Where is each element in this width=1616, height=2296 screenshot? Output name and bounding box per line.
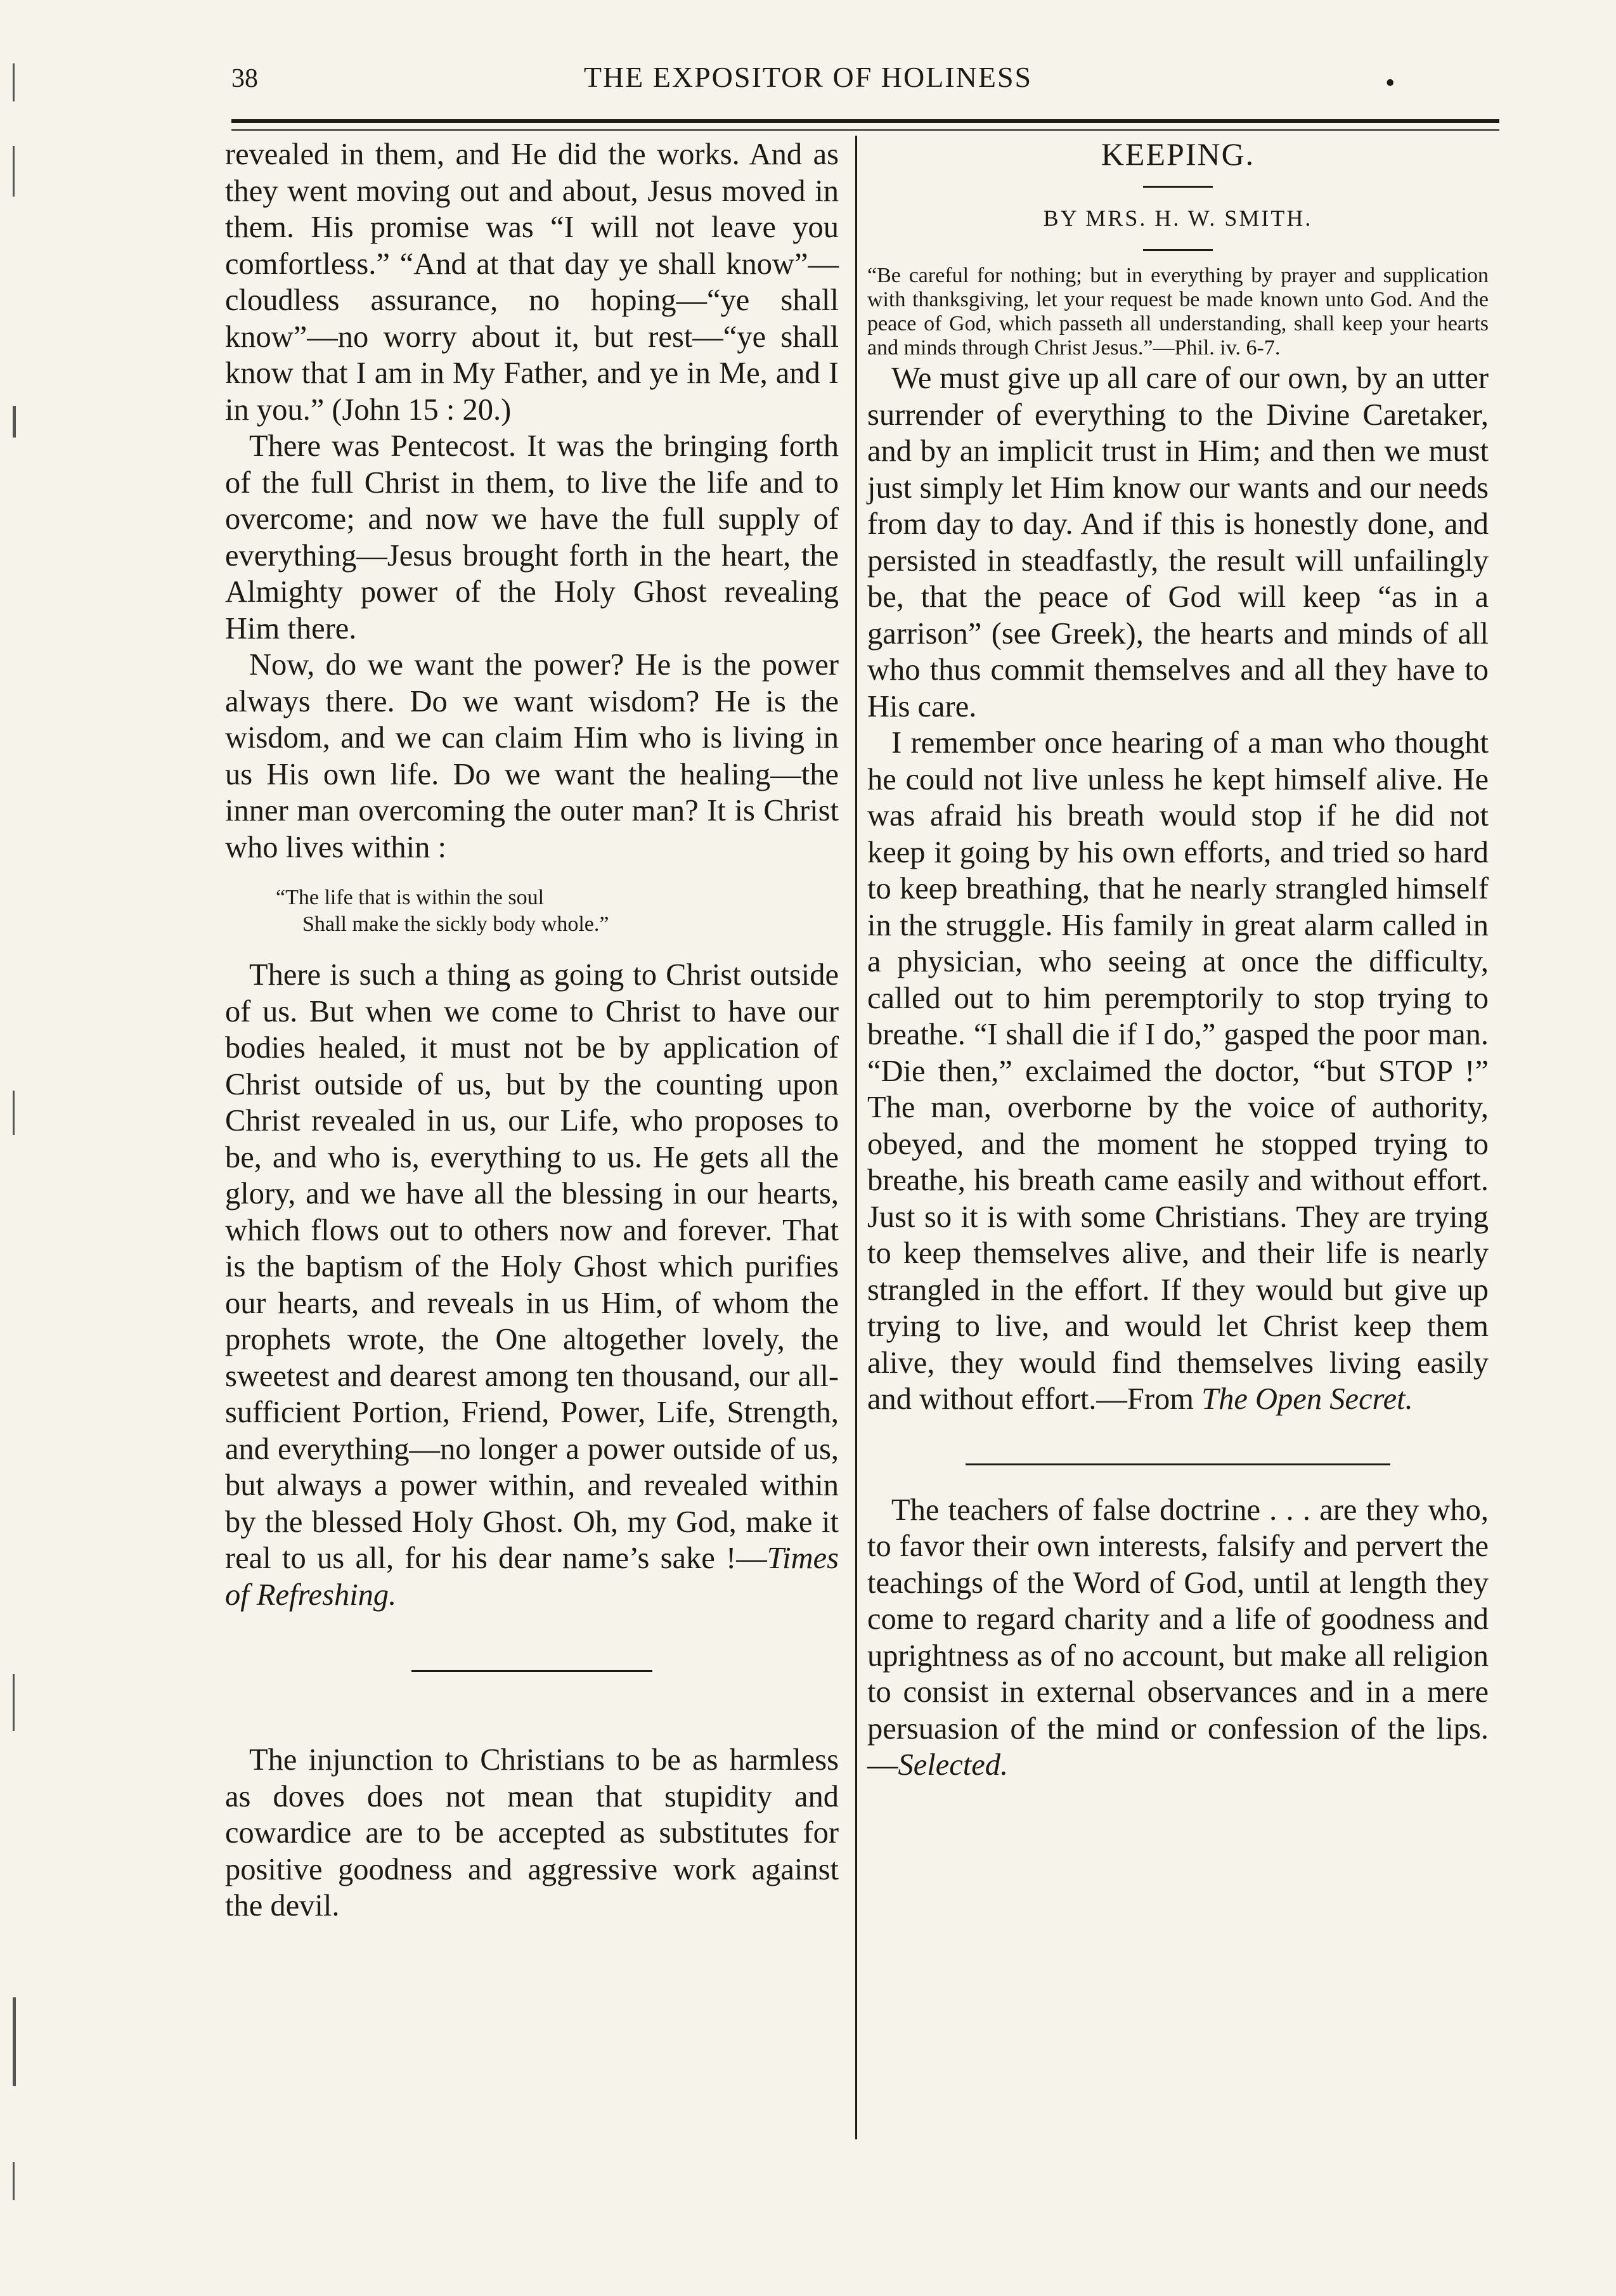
page-number: 38	[231, 64, 258, 93]
left-paragraph-4-source: Times of Refreshing.	[225, 1541, 839, 1612]
right-paragraph-3-source: Selected.	[898, 1748, 1009, 1782]
right-column	[867, 136, 1489, 1784]
poem-line-2: Shall make the sickly body whole.”	[302, 912, 609, 936]
header-rule	[231, 119, 1499, 123]
article-byline: BY MRS. H. W. SMITH.	[1043, 205, 1313, 231]
left-paragraph-1: revealed in them, and He did the works. And as they went moving out and about, Jesus moved in them. His promise was “I will not leave you comfortless.” “And at that day ye shall know”—cloudless assurance, no hoping—“ye shall know”—no worry about it, but rest—“ye shall know that I am in My Father, and ye in Me, and I in you.” (John 15 : 20.)	[225, 138, 839, 427]
byline-rule	[1143, 249, 1213, 251]
right-paragraph-2-source: The Open Secret.	[1201, 1382, 1413, 1416]
right-paragraph-3	[867, 1492, 1489, 1784]
article-title: KEEPING.	[1101, 136, 1255, 172]
header-rule-thin	[231, 129, 1499, 131]
left-paragraph-3: Now, do we want the power? He is the power always there. Do we want wisdom? He is the wisdom, and we can claim Him who is living in us His own life. Do we want the healing—the inner man overcoming the outer man? It is Christ who lives within :	[225, 648, 839, 864]
column-divider	[855, 136, 857, 2139]
left-separator	[411, 1670, 652, 1672]
running-title: THE EXPOSITOR OF HOLINESS	[583, 61, 1033, 93]
left-paragraph-4-text: There is such a thing as going to Christ outside of us. But when we come to Christ to have our bodies healed, it must not be by application of Christ outside of us, but by the counting upon Christ revealed in us, our Life, who proposes to be, and who is, everything to us. He gets all the glory, and we have all the blessing in our hearts, which flows out to others now and forever. That is the baptism of the Holy Ghost which purifies our hearts, and reveals in us Him, of whom the prophets wrote, the One altogether lovely, the sweetest and dearest among ten thousand, our all-sufficient Portion, Friend, Power, Life, Strength, and everything—no longer a power outside of us, but always a power within, and revealed within by the blessed Holy Ghost. Oh, my God, make it real to us all, for his dear name’s sake !—	[225, 958, 839, 1575]
right-separator	[966, 1463, 1390, 1465]
header-dot: •	[1385, 67, 1395, 98]
article-epigraph: “Be careful for nothing; but in everything by prayer and supplication with thanksgiving, let your request be made known unto God. And the peace of God, which passeth all understanding, shall keep your hearts and minds through Christ Jesus.”—Phil. iv. 6-7.	[867, 264, 1489, 360]
left-paragraph-2: There was Pentecost. It was the bringing forth of the full Christ in them, to live the life and to overcome; and now we have the full supply of everything—Jesus brought forth in the heart, the Almighty power of the Holy Ghost revealing Him there.	[225, 429, 839, 645]
left-column	[225, 136, 839, 1924]
poem-quote	[276, 885, 839, 938]
right-paragraph-3-text: The teachers of false doctrine . . . are they who, to favor their own interests, falsify and pervert the teachings of the Word of God, until at length they come to regard charity and a life of goodness and uprightness as of no account, but make all religion to consist in external observances and in a mere persuasion of the mind or confession of the lips.—	[867, 1493, 1489, 1782]
poem-line-1: “The life that is within the soul	[276, 886, 545, 909]
left-paragraph-4	[225, 957, 839, 1613]
right-paragraph-2-text: I remember once hearing of a man who thought he could not live unless he kept himself alive. He was afraid his breath would stop if he did not keep it going by his own efforts, and tried so hard to keep breathing, that he nearly strangled himself in the struggle. His family in great alarm called in a physician, who seeing at once the difficulty, called out to him peremptorily to stop trying to breathe. “I shall die if I do,” gasped the poor man. “Die then,” exclaimed the doctor, “but STOP !” The man, overborne by the voice of authority, obeyed, and the moment he stopped trying to breathe, his breath came easily and without effort. Just so it is with some Christians. They are trying to keep themselves alive, and their life is nearly strangled in the effort. If they would but give up trying to live, and would let Christ keep them alive, they would find themselves living easily and without effort.—From	[867, 726, 1489, 1416]
title-rule	[1143, 186, 1213, 188]
right-paragraph-2	[867, 725, 1489, 1418]
right-paragraph-1: We must give up all care of our own, by an utter surrender of everything to the Divine Caretaker, and by an implicit trust in Him; and then we must just simply let Him know our wants and our needs from day to day. And if this is honestly done, and persisted in steadfastly, the result will unfailingly be, that the peace of God will keep “as in a garrison” (see Greek), the hearts and minds of all who thus commit themselves and all they have to His care.	[867, 361, 1489, 723]
left-paragraph-5: The injunction to Christians to be as harmless as doves does not mean that stupidity and cowardice are to be accepted as substitutes for positive goodness and aggressive work against the devil.	[225, 1743, 839, 1923]
margin-specks	[13, 51, 25, 2270]
